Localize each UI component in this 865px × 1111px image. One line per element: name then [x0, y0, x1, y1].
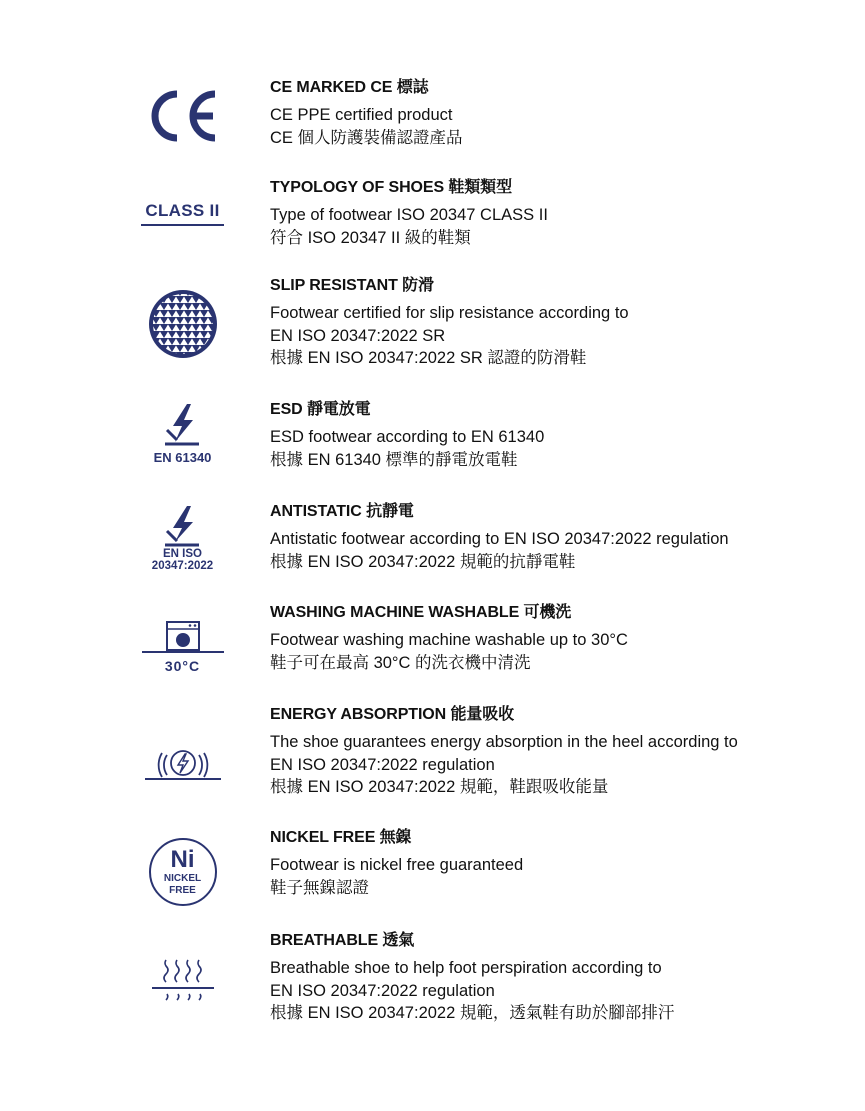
feature-title: WASHING MACHINE WASHABLE 可機洗	[270, 604, 572, 621]
nickel-free-icon	[130, 836, 235, 908]
feature-title: ANTISTATIC 抗靜電	[270, 503, 414, 520]
feature-title: ENERGY ABSORPTION 能量吸收	[270, 706, 515, 723]
feature-line: Antistatic footwear according to EN ISO 20347:2022 regulation	[270, 530, 729, 548]
feature-title: NICKEL FREE 無鎳	[270, 829, 412, 846]
washing-machine-icon	[130, 617, 235, 677]
feature-text	[270, 502, 830, 573]
feature-line: Type of footwear ISO 20347 CLASS II	[270, 206, 548, 224]
feature-line: ESD footwear according to EN 61340	[270, 428, 545, 446]
feature-line: Footwear is nickel free guaranteed	[270, 856, 524, 874]
feature-line: 根據 EN ISO 20347:2022 規範的抗靜電鞋	[270, 552, 576, 571]
feature-line: EN ISO 20347:2022 regulation	[270, 755, 495, 774]
ce-mark-icon	[130, 86, 235, 146]
feature-line: CE PPE certified product	[270, 106, 453, 124]
feature-text	[270, 276, 830, 370]
feature-line: EN ISO 20347:2022 SR	[270, 326, 446, 345]
feature-line: 鞋子可在最高 30°C 的洗衣機中清洗	[270, 653, 531, 672]
feature-text	[270, 178, 830, 249]
feature-line: 鞋子無鎳認證	[270, 878, 369, 897]
breathable-icon	[130, 955, 235, 1007]
feature-text	[270, 828, 830, 899]
esd-icon	[130, 400, 235, 466]
esd-label: EN 61340	[153, 449, 212, 465]
energy-absorption-icon	[130, 743, 235, 783]
antistatic-label-1: EN ISO	[163, 547, 202, 560]
feature-text	[270, 400, 830, 471]
feature-line: 根據 EN ISO 20347:2022 SR 認證的防滑鞋	[270, 349, 587, 367]
washing-temperature-label: 30°C	[164, 658, 201, 674]
feature-line: 根據 EN 61340 標準的靜電放電鞋	[270, 450, 518, 469]
feature-text	[270, 603, 830, 674]
feature-line: CE 個人防護裝備認證產品	[270, 128, 463, 147]
feature-line: EN ISO 20347:2022 regulation	[270, 981, 495, 1000]
feature-text	[270, 78, 830, 149]
feature-title: ESD 靜電放電	[270, 401, 371, 418]
slip-resistant-icon	[130, 288, 235, 360]
feature-line: Breathable shoe to help foot perspiration according to	[270, 959, 662, 977]
feature-text	[270, 705, 830, 799]
antistatic-icon	[130, 502, 235, 574]
feature-line: 根據 EN ISO 20347:2022 規範，鞋跟吸收能量	[270, 778, 609, 796]
antistatic-label-2: 20347:2022	[151, 559, 214, 572]
feature-line: Footwear washing machine washable up to 30°C	[270, 631, 628, 649]
feature-title: SLIP RESISTANT 防滑	[270, 277, 434, 294]
feature-line: The shoe guarantees energy absorption in the heel according to	[270, 733, 738, 751]
feature-title: BREATHABLE 透氣	[270, 932, 415, 949]
feature-line: Footwear certified for slip resistance according to	[270, 304, 629, 322]
feature-line: 根據 EN ISO 20347:2022 規範，透氣鞋有助於腳部排汗	[270, 1004, 675, 1022]
class-ii-icon	[130, 196, 235, 230]
nickel-symbol: Ni	[170, 846, 195, 873]
feature-text	[270, 931, 830, 1025]
nickel-label: NICKEL	[163, 873, 202, 884]
feature-title: TYPOLOGY OF SHOES 鞋類類型	[270, 179, 512, 196]
class-ii-label: CLASS II	[141, 201, 223, 226]
feature-title: CE MARKED CE 標誌	[270, 79, 429, 96]
free-label: FREE	[169, 885, 196, 896]
nickel-free-badge	[149, 838, 217, 906]
feature-line: 符合 ISO 20347 II 級的鞋類	[270, 228, 471, 247]
